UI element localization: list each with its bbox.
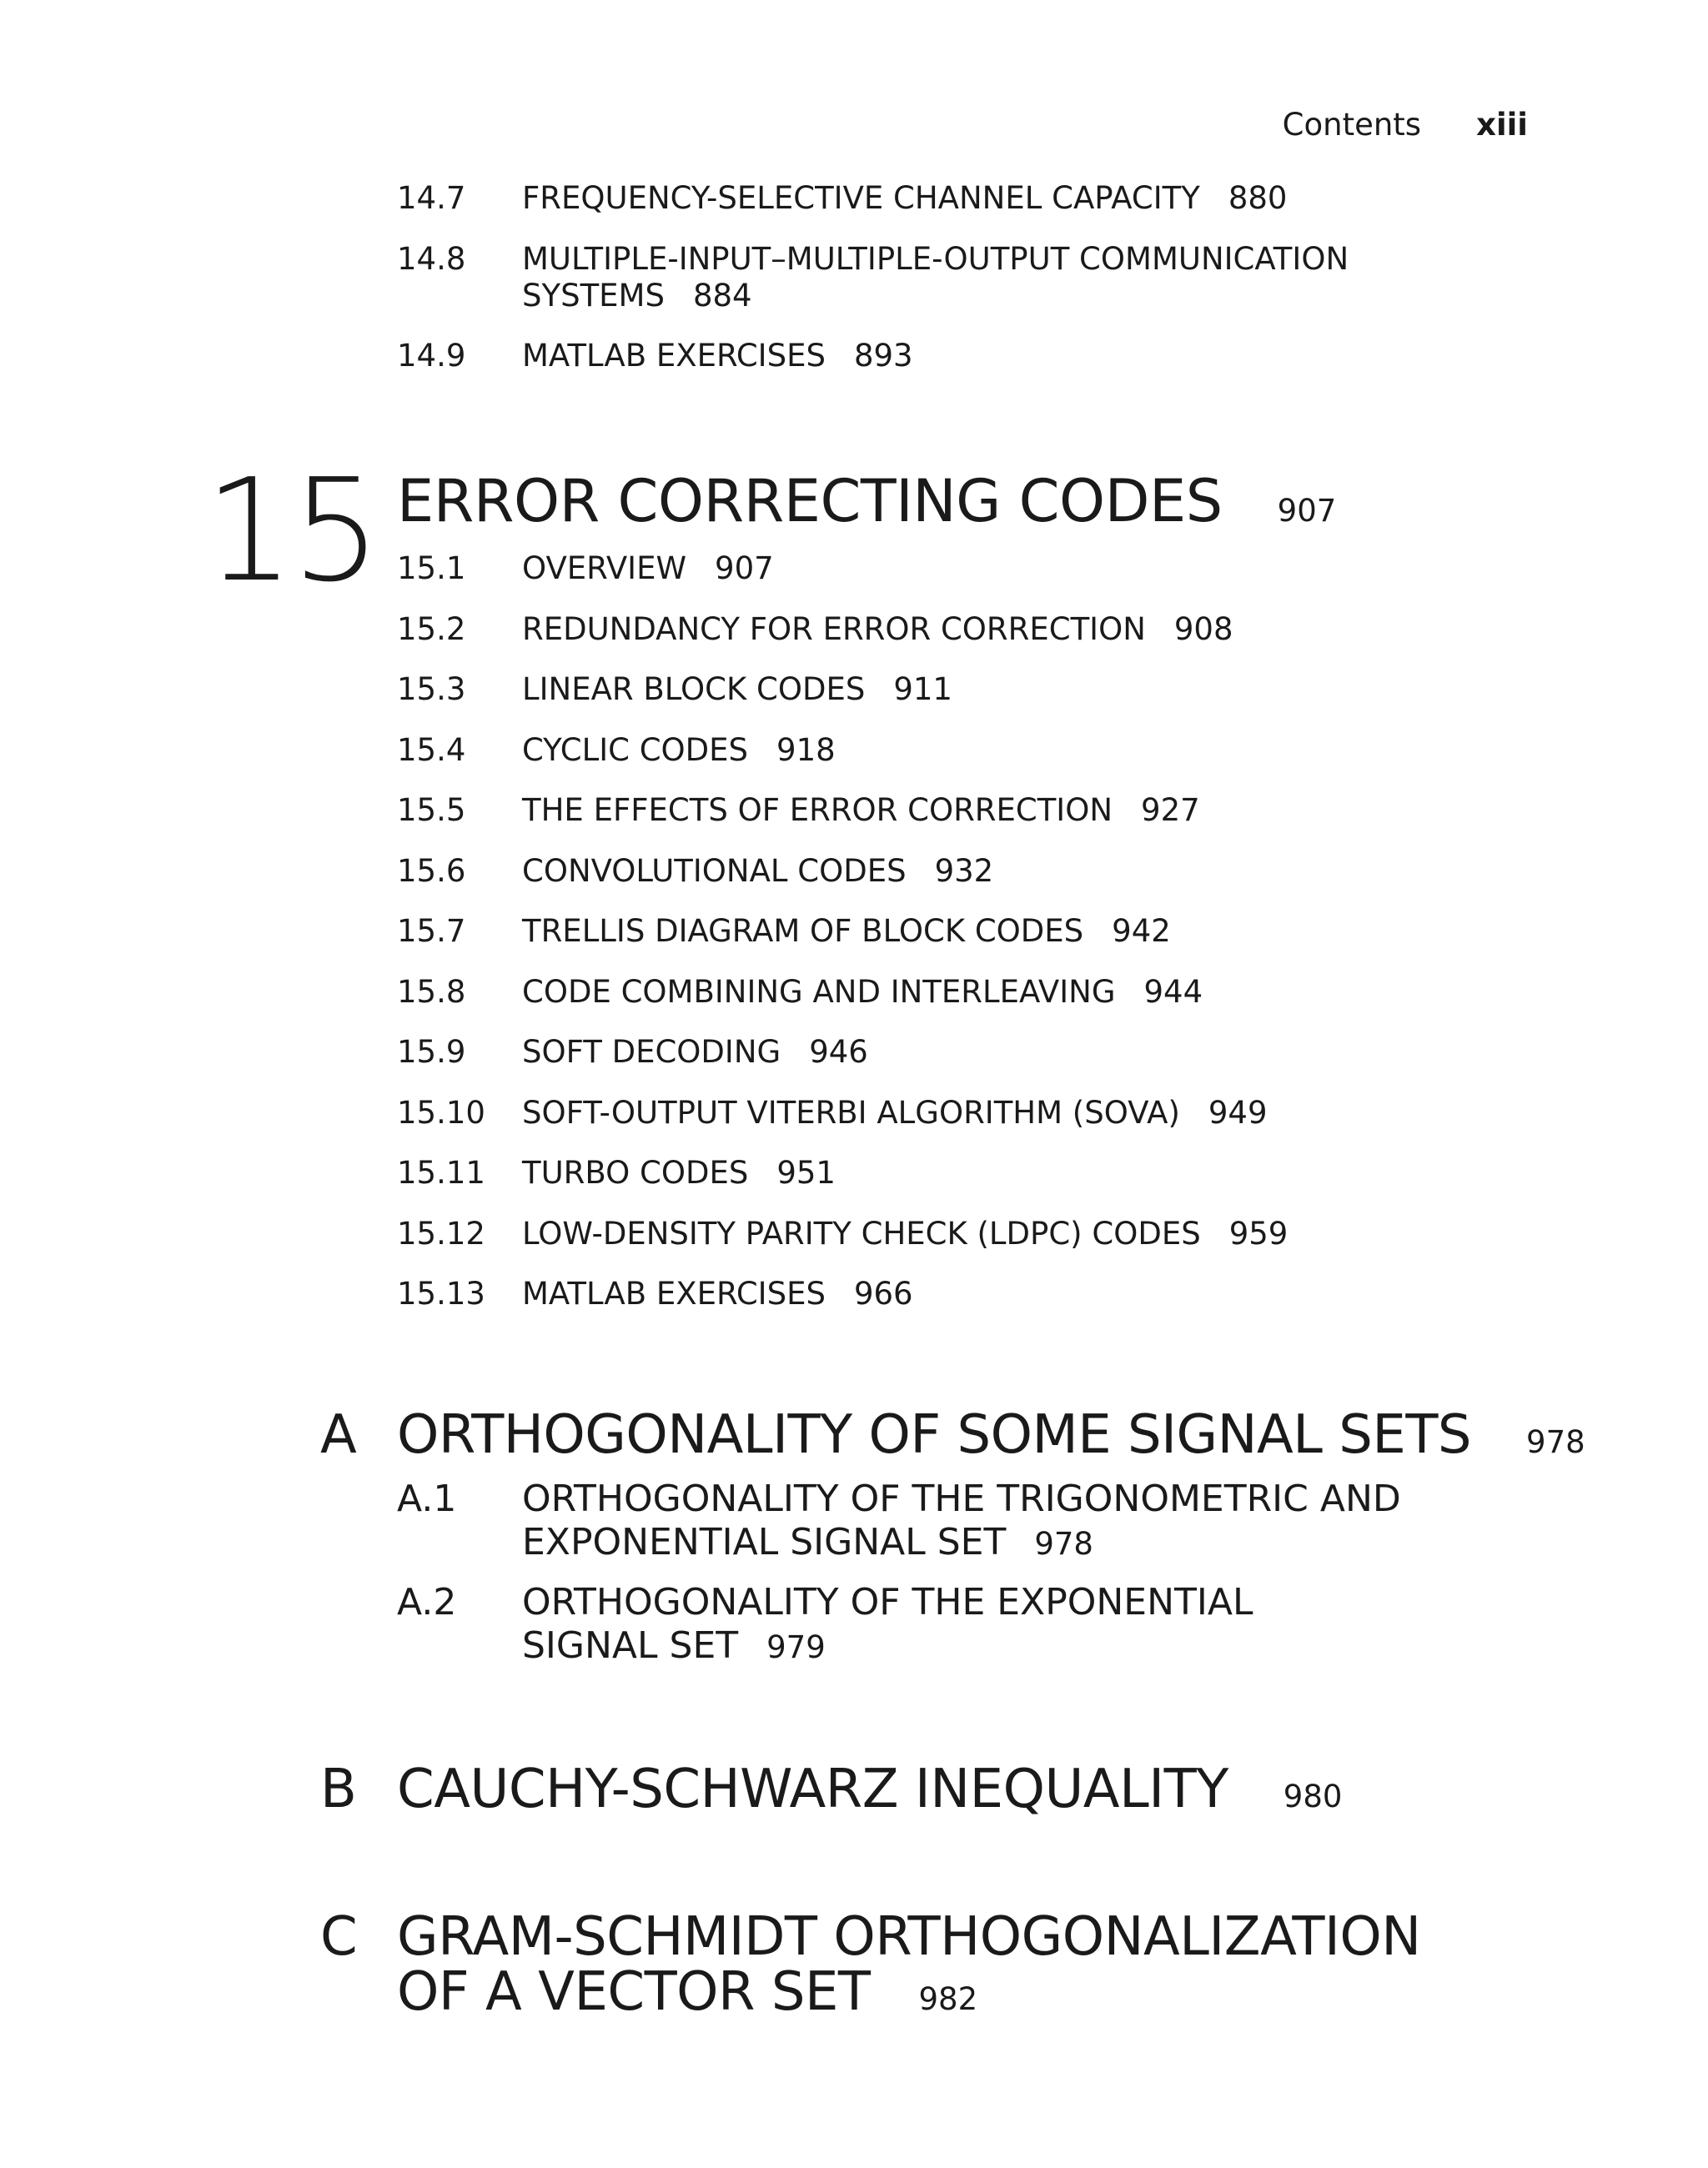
section-page: 978 [1034,1526,1093,1562]
appendix-letter-b: B [320,1759,357,1820]
section-page: 946 [809,1034,868,1070]
section-number: 15.3 [397,671,466,707]
section-number: 15.11 [397,1155,485,1191]
section-title: CYCLIC CODES 918 [522,732,836,768]
section-number: 15.10 [397,1095,485,1131]
section-number: 15.6 [397,853,466,889]
section-page: 951 [776,1155,836,1191]
section-number: 14.7 [397,180,466,216]
section-number: 15.9 [397,1034,466,1070]
section-title: MATLAB EXERCISES 966 [522,1276,913,1312]
section-number: 15.4 [397,732,466,768]
section-title: SOFT DECODING 946 [522,1034,868,1070]
appendix-b-title[interactable]: CAUCHY-SCHWARZ INEQUALITY 980 [397,1759,1343,1820]
section-title: ORTHOGONALITY OF THE EXPONENTIAL SIGNAL SET 979 [522,1581,1253,1667]
appendix-b-page: 980 [1283,1779,1343,1814]
section-number: 14.9 [397,338,466,374]
toc-entry-15-12[interactable] [397,1216,1288,1252]
section-title: ORTHOGONALITY OF THE TRIGONOMETRIC AND EXPONENTIAL SIGNAL SET 978 [522,1478,1401,1563]
section-title: THE EFFECTS OF ERROR CORRECTION 927 [522,792,1200,828]
section-page: 907 [715,550,774,586]
section-page: 893 [853,338,913,374]
section-number: 15.2 [397,611,466,647]
section-number: 15.5 [397,792,466,828]
section-page: 944 [1143,974,1203,1010]
section-title: MATLAB EXERCISES 893 [522,338,913,374]
section-title: REDUNDANCY FOR ERROR CORRECTION 908 [522,611,1233,647]
appendix-c-page: 982 [918,1981,978,2017]
header-page-number: xiii [1476,107,1528,143]
section-page: 932 [934,853,994,889]
toc-entry-15-9[interactable] [397,1034,868,1071]
toc-entry-14-9[interactable] [397,338,913,374]
section-title: TURBO CODES 951 [522,1155,836,1191]
section-page: 959 [1228,1216,1289,1252]
toc-entry-15-11[interactable] [397,1155,836,1192]
section-title: CODE COMBINING AND INTERLEAVING 944 [522,974,1203,1010]
section-title: LINEAR BLOCK CODES 911 [522,671,952,707]
toc-entry-14-7[interactable] [397,180,1287,217]
section-page: 966 [853,1276,913,1312]
section-number: 15.7 [397,913,466,949]
toc-entry-15-7[interactable] [397,913,1171,950]
section-number: A.1 [397,1478,457,1520]
section-number: 15.8 [397,974,466,1010]
running-header [1283,107,1528,143]
section-page: 949 [1208,1095,1268,1131]
appendix-c-title[interactable]: GRAM-SCHMIDT ORTHOGONALIZATION OF A VECTOR SET 982 [397,1906,1421,2023]
section-page: 908 [1173,611,1233,647]
section-page: 880 [1228,180,1288,216]
section-title: CONVOLUTIONAL CODES 932 [522,853,994,889]
toc-entry-15-2[interactable] [397,611,1233,648]
section-number: A.2 [397,1581,457,1623]
chapter-page: 907 [1277,493,1337,529]
toc-entry-15-4[interactable] [397,732,836,769]
toc-entry-15-13[interactable] [397,1276,913,1312]
toc-entry-15-5[interactable] [397,792,1200,829]
chapter-number: 15 [204,449,379,614]
appendix-letter-a: A [320,1404,357,1466]
section-title: FREQUENCY-SELECTIVE CHANNEL CAPACITY 880 [522,180,1288,216]
section-title: LOW-DENSITY PARITY CHECK (LDPC) CODES 959 [522,1216,1289,1252]
toc-entry-a-1[interactable] [397,1478,1523,1566]
toc-entry-a-2[interactable] [397,1581,1273,1669]
section-page: 927 [1141,792,1200,828]
section-title: MULTIPLE-INPUT–MULTIPLE-OUTPUT COMMUNICATION SYSTEMS 884 [522,241,1349,314]
header-label: Contents [1282,107,1422,143]
toc-entry-15-6[interactable] [397,853,993,890]
appendix-letter-c: C [320,1906,358,1968]
section-title: TRELLIS DIAGRAM OF BLOCK CODES 942 [522,913,1171,949]
appendix-a-page: 978 [1526,1424,1585,1460]
section-title: OVERVIEW 907 [522,550,774,586]
appendix-a-title[interactable]: ORTHOGONALITY OF SOME SIGNAL SETS 978 [397,1404,1585,1466]
section-page: 979 [766,1629,826,1665]
toc-entry-15-8[interactable] [397,974,1203,1011]
toc-entry-15-10[interactable] [397,1095,1268,1132]
section-page: 918 [776,732,836,768]
section-page: 911 [893,671,952,707]
section-number: 15.1 [397,550,466,586]
section-number: 15.12 [397,1216,485,1252]
toc-entry-15-1[interactable] [397,550,774,587]
section-title: SOFT-OUTPUT VITERBI ALGORITHM (SOVA) 949 [522,1095,1268,1131]
chapter-title[interactable]: ERROR CORRECTING CODES 907 [397,467,1337,535]
section-page: 942 [1112,913,1171,949]
section-page: 884 [692,278,752,314]
section-number: 14.8 [397,241,466,277]
section-number: 15.13 [397,1276,485,1312]
toc-entry-14-8[interactable] [397,241,1423,314]
toc-entry-15-3[interactable] [397,671,952,708]
